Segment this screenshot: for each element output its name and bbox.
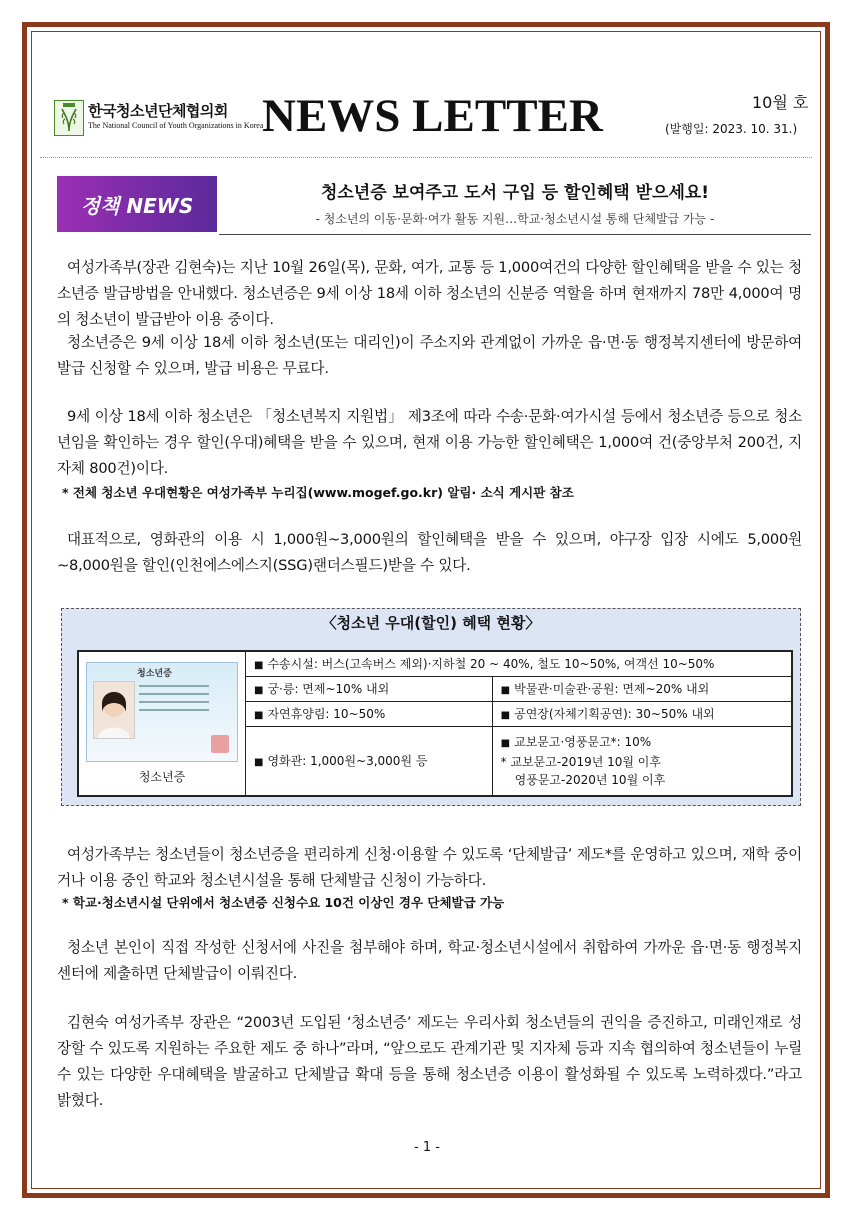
paragraph-1-text: 여성가족부(장관 김현숙)는 지난 10월 26일(목), 문화, 여가, 교통 등 1,000여건의 다양한 할인혜택을 받을 수 있는 청소년증 발급방법을 안내했다. 청소년증은 9세 이상 18세 이하 청소년의 신분증 역할을 하며 현재까지 78만 4,000여 명의 청소년이 발급받아 이용 중이다.: [57, 259, 802, 328]
youth-id-card-image: [86, 662, 238, 762]
benefit-theater: [246, 726, 493, 796]
header-divider: [40, 157, 812, 158]
paragraph-6-text: 청소년 본인이 직접 작성한 신청서에 사진을 첨부해야 하며, 학교·청소년시설에서 취합하여 가까운 읍·면·동 행정복지센터에 제출하면 단체발급이 이뤄진다.: [57, 939, 802, 982]
card-seal-icon: [211, 735, 229, 753]
paragraph-7: [57, 1010, 802, 1114]
benefit-transport: [246, 651, 793, 676]
benefit-forest-text: 자연휴양림: 10~50%: [267, 707, 386, 722]
benefit-forest: [246, 701, 493, 726]
bullet-icon: ■: [500, 737, 511, 749]
paragraph-2: [57, 330, 802, 382]
footnote-nurijip: * 전체 청소년 우대현황은 여성가족부 누리집(www.mogef.go.kr) 알림· 소식 게시판 참조: [62, 485, 574, 500]
paragraph-7-text: 김현숙 여성가족부 장관은 “2003년 도입된 ‘청소년증’ 제도는 우리사회 청소년들의 권익을 증진하고, 미래인재로 성장할 수 있도록 지원하는 주요한 제도 중 하나”라며, “앞으로도 관계기관 및 지자체 등과 지속 협의하여 청소년들이 누릴 수 있는 다양한 우대혜택을 발굴하고 단체발급 확대 등을 통해 청소년증 이용이 활성화될 수 있도록 노력하겠다.”라고 밝혔다.: [57, 1014, 802, 1109]
paragraph-3: [57, 404, 802, 482]
paragraph-5-text: 여성가족부는 청소년들이 청소년증을 편리하게 신청·이용할 수 있도록 ‘단체발급’ 제도*를 운영하고 있으며, 재학 중이거나 이용 중인 학교와 청소년시설을 통해 단체발급 신청이 가능하다.: [57, 846, 802, 889]
benefit-transport-text: 수송시설: 버스(고속버스 제외)·지하철 20 ~ 40%, 철도 10~50%, 여객선 10~50%: [267, 657, 715, 672]
footnote-group-issue: * 학교·청소년시설 단위에서 청소년증 신청수요 10건 이상인 경우 단체발급 가능: [62, 895, 505, 910]
benefit-theater-text: 영화관: 1,000원~3,000원 등: [267, 754, 428, 769]
benefit-palace-text: 궁·릉: 면제~10% 내외: [267, 682, 390, 697]
paragraph-3-text: 9세 이상 18세 이하 청소년은 「청소년복지 지원법」 제3조에 따라 수송·문화·여가시설 등에서 청소년증 등으로 청소년임을 확인하는 경우 할인(우대)혜택을 받을 수 있으며, 현재 이용 가능한 할인혜택은 1,000여 건(중앙부처 200건, 지자체 800건)이다.: [57, 408, 802, 477]
bookstore-note-youngpoong: 영풍문고-2020년 10월 이후: [514, 772, 666, 787]
headline-underline: [219, 234, 811, 235]
card-text-lines: [139, 685, 209, 717]
paragraph-4: [57, 527, 802, 579]
benefits-table: [77, 650, 793, 797]
paragraph-1: [57, 255, 802, 333]
bullet-icon: ■: [254, 757, 264, 769]
card-title: 청소년증: [137, 669, 172, 679]
bullet-icon: ■: [254, 710, 264, 722]
paragraph-5: [57, 842, 802, 894]
benefit-bookstore: [492, 726, 792, 796]
benefit-bookstore-text: 교보문고·영풍문고*: 10%: [514, 734, 652, 749]
bullet-icon: ■: [500, 685, 511, 697]
page-number: - 1 -: [414, 1140, 440, 1155]
paragraph-2-text: 청소년증은 9세 이상 18세 이하 청소년(또는 대리인)이 주소지와 관계없이 가까운 읍·면·동 행정복지센터에 방문하여 발급 신청할 수 있으며, 발급 비용은 무료다.: [57, 334, 802, 377]
paragraph-4-text: 대표적으로, 영화관의 이용 시 1,000원~3,000원의 할인혜택을 받을 수 있으며, 야구장 입장 시에도 5,000원~8,000원을 할인(인천에스에스지(SSG)랜더스필드)받을 수 있다.: [57, 531, 802, 574]
benefit-palace: [246, 676, 493, 701]
bullet-icon: ■: [500, 710, 511, 722]
org-logo-icon: [54, 100, 84, 136]
category-badge: 정책 NEWS: [57, 176, 217, 232]
paragraph-6: [57, 935, 802, 987]
publication-date: (발행일: 2023. 10. 31.): [665, 122, 798, 136]
issue-label: 10월 호: [752, 93, 809, 112]
bullet-icon: ■: [254, 660, 264, 672]
benefit-performance: [492, 701, 792, 726]
youth-id-card-cell: [78, 651, 246, 796]
bookstore-note-kyobo: * 교보문고-2019년 10월 이후: [500, 754, 661, 769]
benefit-museum-text: 박물관·미술관·공원: 면제~20% 내외: [514, 682, 710, 697]
id-photo-icon: [93, 681, 135, 739]
org-name-korean: 한국청소년단체협의회: [88, 102, 228, 120]
org-name-english: The National Council of Youth Organizations in Korea: [88, 121, 264, 130]
article-subhead: - 청소년의 이동·문화·여가 활동 지원…학교·청소년시설 통해 단체발급 가능 -: [315, 212, 715, 226]
benefits-title: 〈청소년 우대(할인) 혜택 현황〉: [321, 614, 541, 632]
article-headline: 청소년증 보여주고 도서 구입 등 할인혜택 받으세요!: [320, 183, 710, 203]
benefit-museum: [492, 676, 792, 701]
newsletter-title: NEWS LETTER: [262, 90, 603, 142]
bullet-icon: ■: [254, 685, 264, 697]
card-caption: 청소년증: [138, 770, 186, 784]
benefit-performance-text: 공연장(자체기획공연): 30~50% 내외: [514, 707, 715, 722]
